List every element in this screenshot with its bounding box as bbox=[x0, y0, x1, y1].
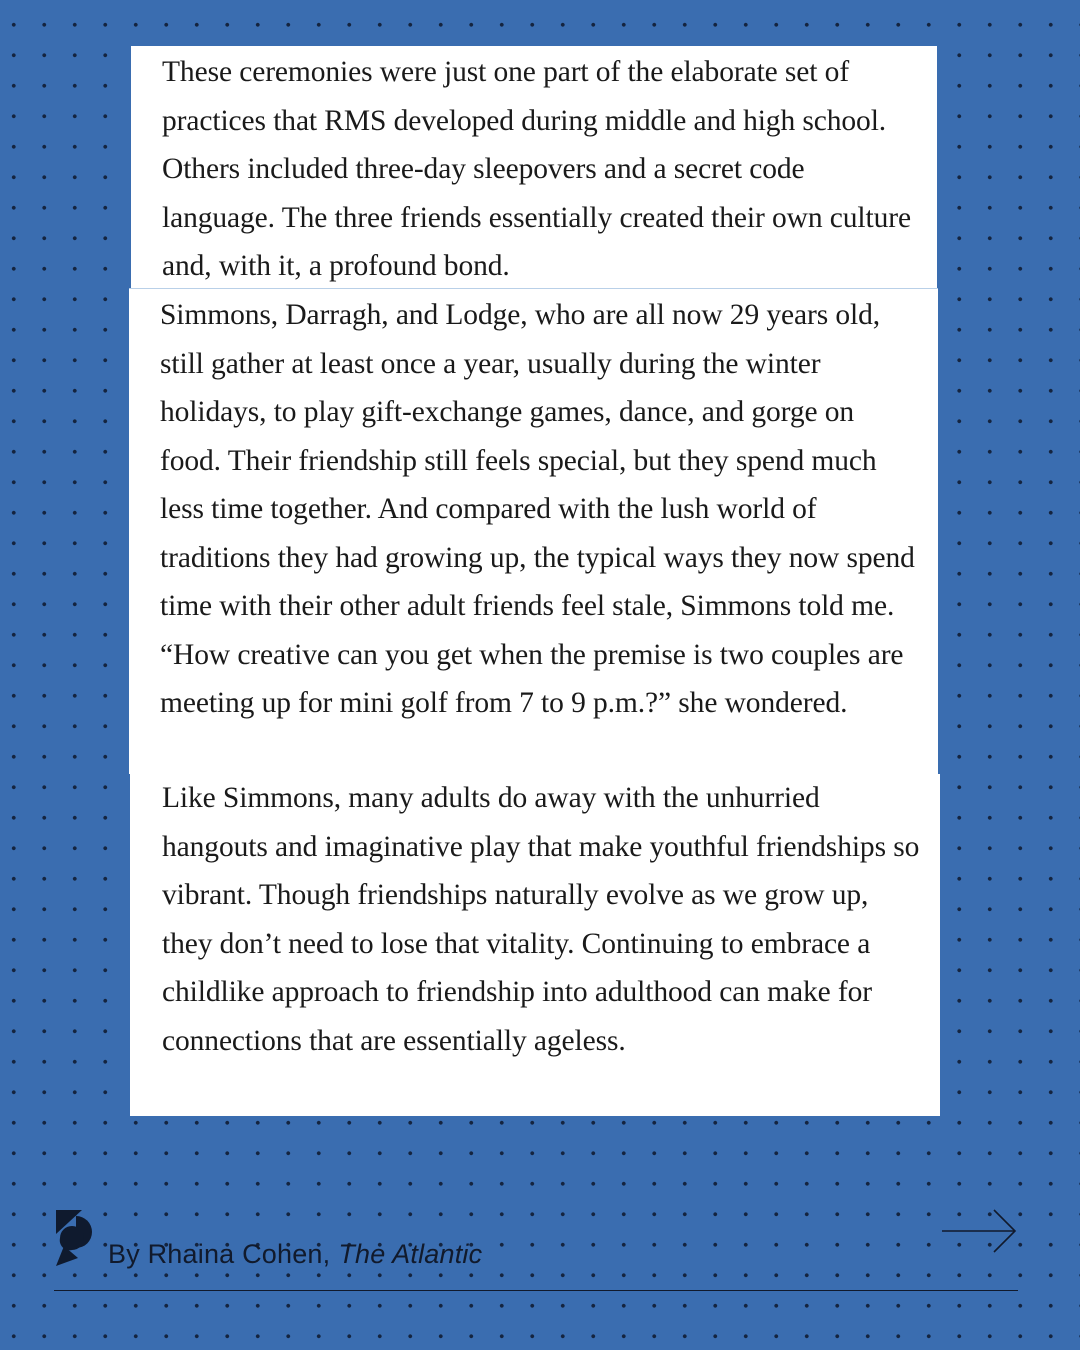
arrow-right-icon[interactable] bbox=[940, 1206, 1018, 1256]
footer bbox=[54, 1206, 1018, 1291]
paragraph-3: Like Simmons, many adults do away with the unhurried hangouts and imaginative play that make youthful friendships so vibrant. Though friendships naturally evolve as we grow up, they don’t need to lose that vitality. Continuing to embrace a childlike approach to friendship into adulthood can make for connections that are essentially ageless. bbox=[162, 782, 920, 1057]
paragraph-2: Simmons, Darragh, and Lodge, who are all now 29 years old, still gather at least once a year, usually during the winter holidays, to play gift-exchange games, dance, and gorge on food. Their friendship still feels special, but they spend much less time together. And compared with the lush world of traditions they had growing up, the typical ways they now spend time with their other adult friends feel stale, Simmons told me. “How creative can you get when the premise is two couples are meeting up for mini golf from 7 to 9 p.m.?” she wondered. bbox=[160, 299, 915, 719]
publication-name: The Atlantic bbox=[338, 1239, 483, 1269]
paragraph-1: These ceremonies were just one part of the elaborate set of practices that RMS developed during middle and high school. Others included three-day sleepovers and a secret code language. The three friends essentially created their own culture and, with it, a profound bond. bbox=[162, 56, 911, 282]
author-name: By Rhaina Cohen, bbox=[108, 1239, 331, 1269]
text-panel-1 bbox=[131, 46, 937, 288]
byline bbox=[108, 1239, 482, 1270]
publisher-logo-icon bbox=[54, 1208, 96, 1268]
text-panel-2 bbox=[129, 288, 938, 774]
text-panel-3 bbox=[130, 774, 940, 1116]
